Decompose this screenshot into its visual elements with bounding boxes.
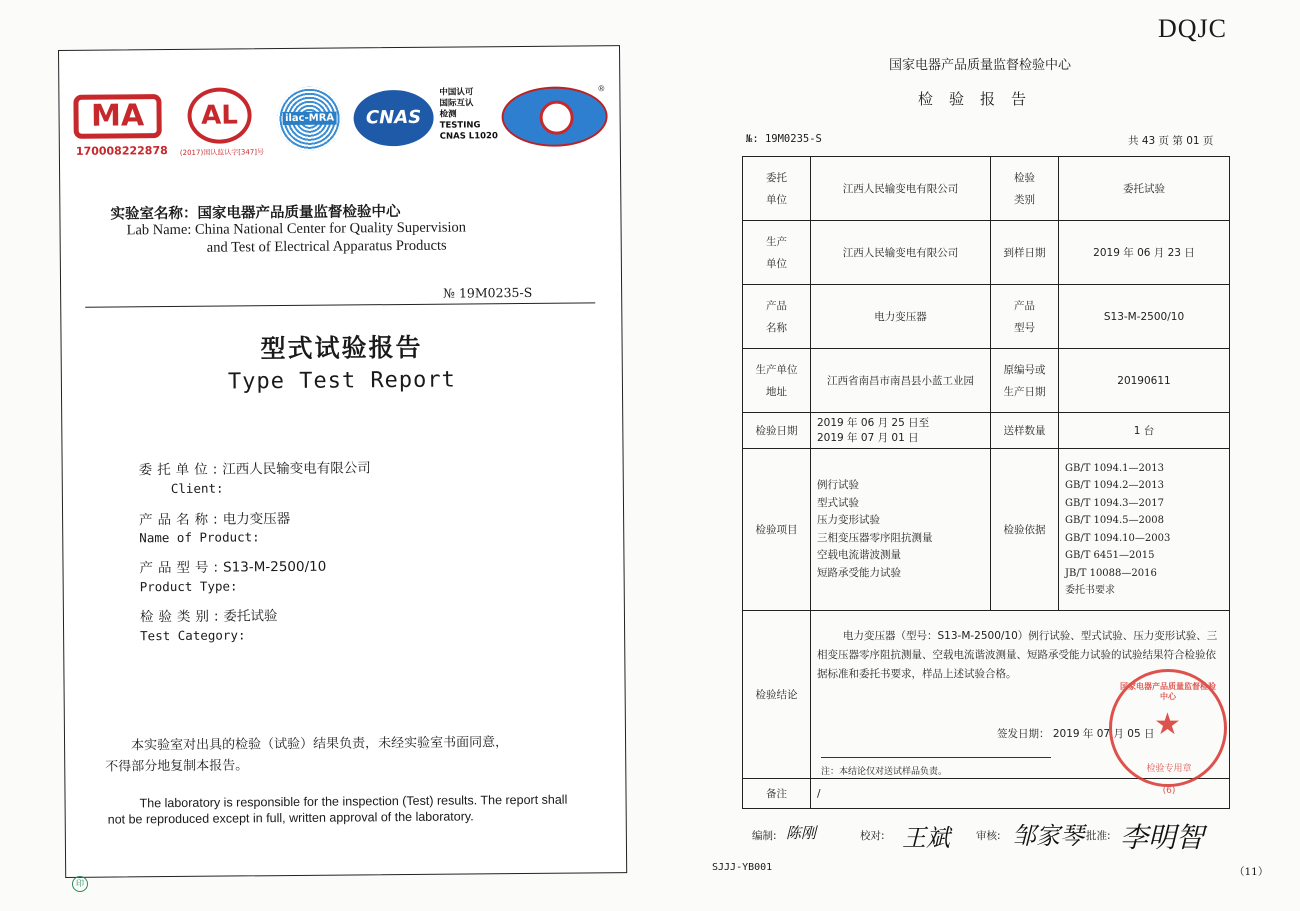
accreditation-logos [69,84,610,169]
manufacturer-label: 生产 单位 [743,221,811,285]
editor-label: 编制: [752,830,777,842]
list-item: GB/T 1094.2—2013 [1065,480,1164,491]
type-en-label: Product Type: [139,578,238,595]
table-row [743,157,1230,221]
cma-number: 170008222878 [75,144,168,158]
remarks-label: 备注 [743,779,811,809]
approver-signature: 李明智 [1120,821,1205,854]
sheet-number: （11） [1234,866,1269,878]
serial-label: 原编号或 生产日期 [991,349,1059,413]
list-item: GB/T 6451—2015 [1065,550,1155,561]
divider [85,302,595,307]
remarks-value: / [811,779,1230,809]
client-field: 委托单位:江西人民输变电有限公司 [138,460,371,479]
client-value: 江西人民输变电有限公司 [811,157,991,221]
lab-name-en-line1: Lab Name: China National Center for Quality Supervision [126,219,467,239]
list-item: GB/T 1094.1—2013 [1065,462,1164,474]
address-value: 江西省南昌市南昌县小蓝工业园 [811,349,991,413]
disclaimer-en: The laboratory is responsible for the inspection (Test) results. The report shall not be reproduced except in full, written approval of the laboratory. [107,792,568,827]
checker-signature: 王斌 [902,824,950,852]
model-value: S13-M-2500/10 [1059,285,1230,349]
divider [821,757,1051,758]
address-label: 生产单位 地址 [743,349,811,413]
cover-report-number: № 19M0235-S [443,284,533,301]
list-item: 例行试验 [817,479,859,491]
list-item: 三相变压器零序阻抗测量 [817,531,933,544]
category-en-label: Test Category: [140,627,246,644]
quantity-label: 送样数量 [991,413,1059,449]
product-label: 产品 名称 [743,285,811,349]
cnas-logo: CNAS [353,90,433,147]
list-item: 短路承受能力试验 [817,566,901,579]
form-code: SJJJ-YB001 [712,862,773,873]
items-label: 检验项目 [743,449,811,611]
quantity-value: 1 台 [1059,413,1230,449]
lab-name-cn: 实验室名称：国家电器产品质量监督检验中心 [110,204,401,223]
client-label: 委托 单位 [743,157,811,221]
category-field: 检验类别:委托试验 [139,608,278,626]
disclaimer-cn: 本实验室对出具的检验（试验）结果负责，未经实验室书面同意， 不得部分地复制本报告。 [105,735,509,775]
model-label: 产品 型号 [991,285,1059,349]
list-item: 压力变形试验 [817,514,880,526]
dqjc-mark: DQJC [1158,14,1228,43]
test-date-label: 检验日期 [743,413,811,449]
cover-page [58,45,627,878]
list-item: GB/T 1094.5—2008 [1065,515,1164,526]
center-name: 国家电器产品质量监督检验中心 [888,58,1071,73]
cal-logo: AL [187,87,251,144]
product-value: 电力变压器 [811,285,991,349]
small-stamp-icon: 印 [72,876,88,892]
inspection-table [742,156,1230,809]
list-item: 委托书要求 [1065,585,1115,596]
star-icon: ★ [1154,707,1181,742]
items-list [811,449,991,611]
lab-name-en-line2: and Test of Electrical Apparatus Products [206,237,447,256]
list-item: 型式试验 [817,496,859,509]
reviewer-signature: 邹家琴 [1012,822,1084,850]
arrival-date-value: 2019 年 06 月 23 日 [1059,221,1230,285]
serial-value: 20190611 [1059,349,1230,413]
globe-logo: ® [501,86,608,147]
globe-emblem-icon [539,101,573,135]
table-row [743,449,1230,611]
editor-signature: 陈刚 [786,824,817,842]
reviewer-label: 审核: [976,830,1001,842]
table-row [743,413,1230,449]
list-item: JB/T 10088—2016 [1065,567,1157,579]
type-field: 产品型号:S13-M-2500/10 [139,558,327,577]
table-row [743,285,1230,349]
conclusion-note: 注：本结论仅对送试样品负责。 [821,767,948,777]
product-field: 产品名称:电力变压器 [139,510,291,529]
table-row [743,349,1230,413]
report-number: №: 19M0235-S [746,133,822,145]
checker-label: 校对: [860,830,885,842]
cnas-text: 中国认可 国际互认 检测 TESTING CNAS L1020 [439,87,498,142]
conclusion-label: 检验结论 [743,611,811,779]
test-type-value: 委托试验 [1059,157,1230,221]
conclusion-text: 电力变压器（型号：S13-M-2500/10）例行试验、型式试验、压力变形试验、三相变压器零序阻抗测量、空载电流谐波测量、短路承受能力试验的试验结果符合检验依据标准和委托书要求，样品上述试验合格。 [817,630,1218,680]
table-row [743,611,1230,779]
report-title-en: Type Test Report [227,367,456,395]
test-type-label: 检验 类别 [991,157,1059,221]
report-title-cn: 型式试验报告 [260,332,423,364]
test-date-value: 2019 年 06 月 25 日至 2019 年 07 月 01 日 [811,413,991,449]
signature-block [752,822,1232,862]
list-item: 空载电流谐波测量 [817,549,901,561]
page-count: 共 43 页 第 01 页 [1128,135,1214,147]
arrival-date-label: 到样日期 [991,221,1059,285]
product-en-label: Name of Product: [139,529,260,546]
ilac-mra-logo: ilac-MRA [277,87,342,152]
approver-label: 批准: [1086,830,1111,842]
table-row [743,221,1230,285]
list-item: GB/T 1094.10—2003 [1065,532,1171,544]
list-item: GB/T 1094.3—2017 [1065,497,1164,509]
manufacturer-value: 江西人民输变电有限公司 [811,221,991,285]
cal-number: (2017)国认监认字[347]号 [179,148,265,157]
client-en-label: Client: [170,480,224,497]
conclusion-cell [811,611,1230,796]
sign-date: 签发日期： 2019 年 07 月 05 日 [997,728,1155,740]
official-seal-stamp: 国家电器产品质量监督检验中心 ★ 检验专用章(6) [1109,669,1227,787]
standards-list [1059,449,1230,611]
basis-label: 检验依据 [991,449,1059,611]
page-title: 检验报告 [917,90,1042,108]
cma-logo: MA [73,94,161,139]
